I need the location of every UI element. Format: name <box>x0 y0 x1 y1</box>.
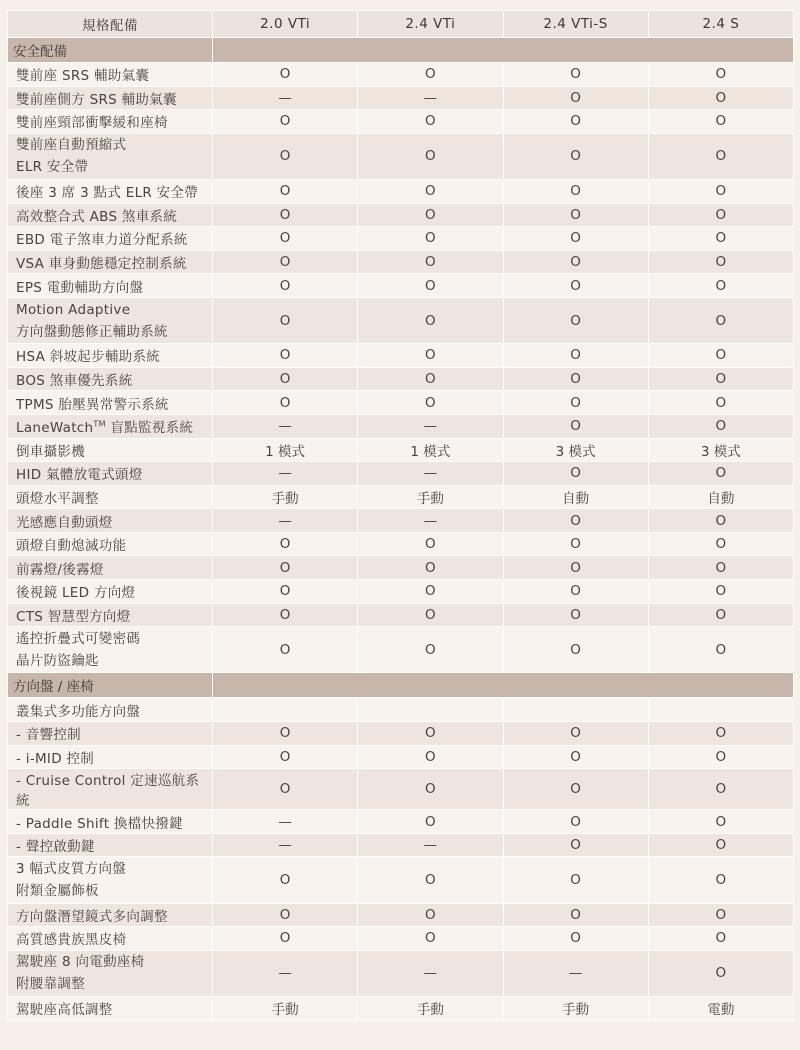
table-row <box>8 698 794 722</box>
value-cell: O <box>358 580 503 604</box>
table-row <box>8 438 794 462</box>
feature-name: 光感應自動頭燈 <box>8 509 213 533</box>
feature-name-main: LaneWatch <box>16 420 94 437</box>
value-cell: O <box>648 250 793 274</box>
table-row <box>8 603 794 627</box>
value-cell: O <box>648 462 793 486</box>
table-row <box>8 833 794 857</box>
value-cell: O <box>358 63 503 87</box>
value-cell: O <box>503 414 648 438</box>
value-cell: 電動 <box>648 996 793 1020</box>
table-row <box>8 110 794 134</box>
value-cell: O <box>648 63 793 87</box>
value-cell: 手動 <box>358 485 503 509</box>
table-row <box>8 903 794 927</box>
value-cell: O <box>358 903 503 927</box>
table-row <box>8 769 794 810</box>
table-row <box>8 810 794 834</box>
value-cell: O <box>213 769 358 810</box>
feature-name: 3 幅式皮質方向盤 附類金屬飾板 <box>8 857 213 903</box>
section-header <box>8 673 794 698</box>
value-cell: O <box>358 250 503 274</box>
value-cell: O <box>648 603 793 627</box>
value-cell: O <box>648 580 793 604</box>
value-cell: O <box>648 86 793 110</box>
feature-name: 前霧燈/後霧燈 <box>8 556 213 580</box>
value-cell: O <box>503 250 648 274</box>
value-cell: O <box>213 227 358 251</box>
feature-name: 方向盤潛望鏡式多向調整 <box>8 903 213 927</box>
value-cell: O <box>213 745 358 769</box>
feature-name: - i-MID 控制 <box>8 745 213 769</box>
value-cell <box>358 698 503 722</box>
value-cell: O <box>213 133 358 179</box>
table-row <box>8 414 794 438</box>
value-cell: O <box>213 857 358 903</box>
value-cell: O <box>503 509 648 533</box>
value-cell: O <box>648 509 793 533</box>
feature-name: 叢集式多功能方向盤 <box>8 698 213 722</box>
feature-name: - 音響控制 <box>8 722 213 746</box>
value-cell: — <box>358 509 503 533</box>
value-cell: O <box>503 745 648 769</box>
value-cell: O <box>648 810 793 834</box>
feature-name: 遙控折疊式可變密碼 晶片防盜鑰匙 <box>8 627 213 673</box>
value-cell: O <box>358 556 503 580</box>
feature-name <box>8 414 213 438</box>
value-cell: O <box>213 367 358 391</box>
table-row <box>8 950 794 996</box>
table-row <box>8 857 794 903</box>
value-cell: O <box>648 274 793 298</box>
value-cell: 手動 <box>503 996 648 1020</box>
header-2-0-vti: 2.0 VTi <box>213 11 358 38</box>
value-cell: O <box>648 556 793 580</box>
table-row <box>8 203 794 227</box>
value-cell: O <box>213 927 358 951</box>
value-cell: O <box>503 203 648 227</box>
value-cell: O <box>503 367 648 391</box>
header-2-4-s: 2.4 S <box>648 11 793 38</box>
value-cell: O <box>358 344 503 368</box>
value-cell: — <box>213 509 358 533</box>
value-cell: O <box>358 532 503 556</box>
value-cell: O <box>648 133 793 179</box>
value-cell: — <box>213 462 358 486</box>
feature-name: - 聲控啟動鍵 <box>8 833 213 857</box>
value-cell: O <box>213 580 358 604</box>
value-cell: O <box>358 857 503 903</box>
value-cell: O <box>503 857 648 903</box>
value-cell: O <box>503 110 648 134</box>
value-cell: O <box>213 903 358 927</box>
value-cell: O <box>648 769 793 810</box>
feature-name: - Cruise Control 定速巡航系統 <box>8 769 213 810</box>
value-cell: O <box>648 414 793 438</box>
value-cell: O <box>213 63 358 87</box>
table-row <box>8 367 794 391</box>
feature-name: 雙前座 SRS 輔助氣囊 <box>8 63 213 87</box>
feature-name: 雙前座側方 SRS 輔助氣囊 <box>8 86 213 110</box>
table-row <box>8 274 794 298</box>
feature-name: - Paddle Shift 換檔快撥鍵 <box>8 810 213 834</box>
table-row <box>8 745 794 769</box>
value-cell: 1 模式 <box>358 438 503 462</box>
section-title: 安全配備 <box>8 38 213 63</box>
table-row <box>8 391 794 415</box>
value-cell: O <box>213 603 358 627</box>
table-row <box>8 133 794 179</box>
value-cell: O <box>213 179 358 203</box>
value-cell: O <box>503 179 648 203</box>
value-cell: 自動 <box>648 485 793 509</box>
value-cell: O <box>213 203 358 227</box>
value-cell: O <box>358 627 503 673</box>
value-cell: — <box>213 810 358 834</box>
value-cell: O <box>648 927 793 951</box>
feature-name: VSA 車身動態穩定控制系統 <box>8 250 213 274</box>
value-cell: O <box>503 297 648 343</box>
value-cell: O <box>213 627 358 673</box>
value-cell: — <box>358 86 503 110</box>
value-cell: O <box>213 110 358 134</box>
table-row <box>8 556 794 580</box>
value-cell: O <box>648 203 793 227</box>
value-cell: O <box>503 274 648 298</box>
value-cell: 手動 <box>213 485 358 509</box>
section-filler <box>213 673 794 698</box>
header-2-4-vti-s: 2.4 VTi-S <box>503 11 648 38</box>
feature-name: EPS 電動輔助方向盤 <box>8 274 213 298</box>
value-cell: O <box>648 857 793 903</box>
value-cell: O <box>358 110 503 134</box>
value-cell: O <box>358 722 503 746</box>
value-cell: — <box>213 414 358 438</box>
value-cell: 3 模式 <box>648 438 793 462</box>
table-row <box>8 509 794 533</box>
value-cell: — <box>213 833 358 857</box>
value-cell: O <box>648 950 793 996</box>
value-cell: O <box>213 391 358 415</box>
header-row <box>8 11 794 38</box>
feature-name: 後視鏡 LED 方向燈 <box>8 580 213 604</box>
value-cell: O <box>503 391 648 415</box>
value-cell: O <box>358 297 503 343</box>
value-cell: O <box>213 344 358 368</box>
value-cell: O <box>358 745 503 769</box>
table-row <box>8 485 794 509</box>
value-cell: O <box>503 603 648 627</box>
value-cell: O <box>503 833 648 857</box>
value-cell: O <box>213 274 358 298</box>
table-row <box>8 179 794 203</box>
spec-table <box>7 10 794 1021</box>
feature-name: CTS 智慧型方向燈 <box>8 603 213 627</box>
feature-name: 高質感貴族黑皮椅 <box>8 927 213 951</box>
value-cell: O <box>503 903 648 927</box>
value-cell: O <box>503 580 648 604</box>
feature-name: 頭燈水平調整 <box>8 485 213 509</box>
value-cell <box>213 698 358 722</box>
section-title: 方向盤 / 座椅 <box>8 673 213 698</box>
value-cell: O <box>213 532 358 556</box>
header-feature: 規格配備 <box>8 11 213 38</box>
value-cell: O <box>503 63 648 87</box>
value-cell: O <box>358 203 503 227</box>
value-cell: — <box>503 950 648 996</box>
value-cell: 3 模式 <box>503 438 648 462</box>
feature-name: 高效整合式 ABS 煞車系統 <box>8 203 213 227</box>
value-cell: O <box>648 179 793 203</box>
value-cell: 手動 <box>213 996 358 1020</box>
value-cell: O <box>503 344 648 368</box>
value-cell: O <box>648 297 793 343</box>
value-cell: O <box>503 927 648 951</box>
value-cell: O <box>503 769 648 810</box>
value-cell: O <box>503 133 648 179</box>
value-cell: O <box>503 227 648 251</box>
value-cell: O <box>503 462 648 486</box>
value-cell: O <box>503 556 648 580</box>
table-row <box>8 532 794 556</box>
value-cell: O <box>358 274 503 298</box>
value-cell: O <box>648 722 793 746</box>
table-row <box>8 250 794 274</box>
table-row <box>8 580 794 604</box>
table-row <box>8 63 794 87</box>
value-cell: O <box>213 722 358 746</box>
value-cell: O <box>358 769 503 810</box>
trademark-mark: TM <box>93 419 106 429</box>
value-cell: 1 模式 <box>213 438 358 462</box>
table-row <box>8 627 794 673</box>
feature-name: 頭燈自動熄滅功能 <box>8 532 213 556</box>
value-cell: O <box>503 627 648 673</box>
feature-name: BOS 煞車優先系統 <box>8 367 213 391</box>
table-row <box>8 297 794 343</box>
value-cell: O <box>648 833 793 857</box>
value-cell: O <box>358 179 503 203</box>
value-cell: — <box>358 950 503 996</box>
table-row <box>8 927 794 951</box>
value-cell: O <box>648 391 793 415</box>
value-cell: 手動 <box>358 996 503 1020</box>
feature-name: 雙前座自動預縮式 ELR 安全帶 <box>8 133 213 179</box>
header-2-4-vti: 2.4 VTi <box>358 11 503 38</box>
value-cell: — <box>358 833 503 857</box>
table-row <box>8 462 794 486</box>
value-cell <box>648 698 793 722</box>
feature-name: 駕駛座高低調整 <box>8 996 213 1020</box>
value-cell: O <box>358 367 503 391</box>
feature-name: TPMS 胎壓異常警示系統 <box>8 391 213 415</box>
value-cell: O <box>648 627 793 673</box>
section-filler <box>213 38 794 63</box>
value-cell: — <box>213 86 358 110</box>
value-cell: O <box>648 367 793 391</box>
value-cell <box>503 698 648 722</box>
table-row <box>8 227 794 251</box>
feature-name: HID 氣體放電式頭燈 <box>8 462 213 486</box>
table-row <box>8 996 794 1020</box>
value-cell: — <box>358 462 503 486</box>
value-cell: O <box>648 745 793 769</box>
value-cell: O <box>213 250 358 274</box>
value-cell: O <box>358 227 503 251</box>
feature-name: 後座 3 席 3 點式 ELR 安全帶 <box>8 179 213 203</box>
value-cell: — <box>213 950 358 996</box>
value-cell: O <box>358 927 503 951</box>
value-cell: O <box>648 344 793 368</box>
value-cell: O <box>648 110 793 134</box>
value-cell: O <box>213 297 358 343</box>
value-cell: O <box>358 810 503 834</box>
feature-name: EBD 電子煞車力道分配系統 <box>8 227 213 251</box>
value-cell: O <box>503 810 648 834</box>
value-cell: 自動 <box>503 485 648 509</box>
value-cell: O <box>213 556 358 580</box>
value-cell: O <box>503 86 648 110</box>
feature-name: 倒車攝影機 <box>8 438 213 462</box>
value-cell: O <box>358 133 503 179</box>
section-header <box>8 38 794 63</box>
table-row <box>8 344 794 368</box>
value-cell: O <box>648 903 793 927</box>
feature-name: 雙前座頸部衝擊緩和座椅 <box>8 110 213 134</box>
feature-name: Motion Adaptive 方向盤動態修正輔助系統 <box>8 297 213 343</box>
value-cell: O <box>358 391 503 415</box>
value-cell: O <box>503 722 648 746</box>
value-cell: O <box>648 532 793 556</box>
value-cell: O <box>503 532 648 556</box>
feature-name: 駕駛座 8 向電動座椅 附腰靠調整 <box>8 950 213 996</box>
table-row <box>8 722 794 746</box>
value-cell: — <box>358 414 503 438</box>
feature-name-suffix: 盲點監視系統 <box>105 420 194 437</box>
value-cell: O <box>648 227 793 251</box>
value-cell: O <box>358 603 503 627</box>
feature-name: HSA 斜坡起步輔助系統 <box>8 344 213 368</box>
table-row <box>8 86 794 110</box>
